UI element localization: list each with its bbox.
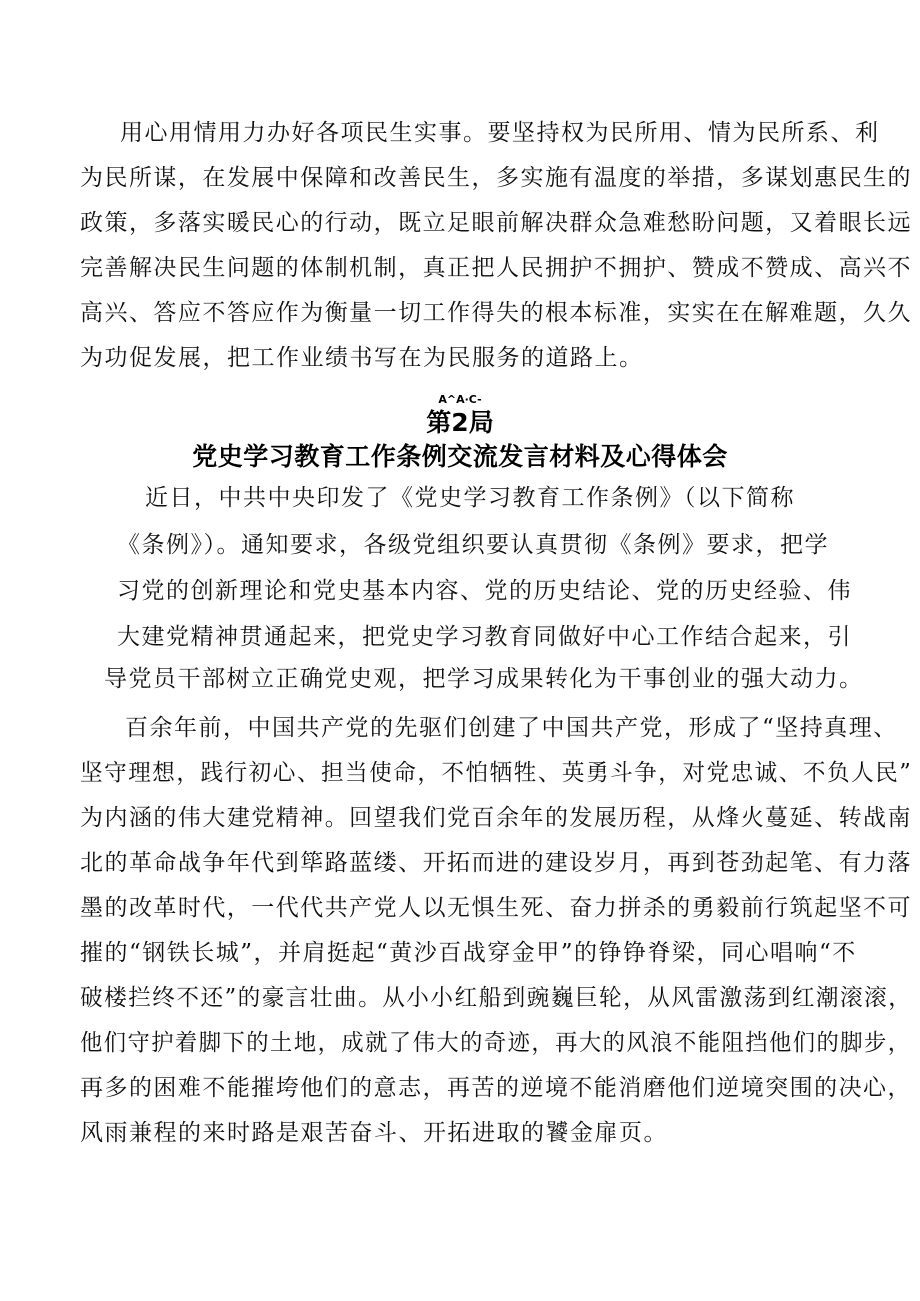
para2-line-5: 导党员干部树立正确党史观，把学习成果转化为干事创业的强大动力。 [104,666,864,692]
para3-line-8: 他们守护着脚下的土地，成就了伟大的奇迹，再大的风浪不能阻挡他们的脚步， [80,1030,912,1056]
para2-line-2: 《条例》）。通知要求，各级党组织要认真贯彻《条例》要求，把学 [117,532,829,558]
para3-line-4: 北的革命战争年代到筚路蓝缕、开拓而进的建设岁月，再到苍劲起笔、有力落 [80,850,913,876]
para1-line-2: 为民所谋，在发展中保障和改善民生，多实施有温度的举措，多谋划惠民生的 [80,165,913,191]
para2-line-4: 大建党精神贯通起来，把党史学习教育同做好中心工作结合起来，引 [117,624,852,650]
para3-line-6: 摧的“钢铁长城”，并肩挺起“黄沙百战穿金甲”的铮铮脊梁，同心唱响“不 [80,940,857,966]
para1-line-6: 为功促发展，把工作业绩书写在为民服务的道路上。 [80,345,644,371]
para3-line-7: 破楼拦终不还”的豪言壮曲。从小小红船到豌巍巨轮，从风雷激荡到红潮滚滚， [80,985,913,1011]
para2-line-1: 近日，中共中央印发了《党史学习教育工作条例》（以下简称 [145,485,795,511]
para2-line-3: 习党的创新理论和党史基本内容、党的历史结论、党的历史经验、伟 [117,578,852,604]
heading-mark: A^A·C- [438,393,482,406]
para3-line-5: 墨的改革时代，一代代共产党人以无惧生死、奋力拼杀的勇毅前行筑起坚不可 [80,895,913,921]
para3-line-2: 坚守理想，践行初心、担当使命，不怕牺牲、英勇斗争，对党忠诚、不负人民” [80,760,913,786]
para1-line-3: 政策，多落实暖民心的行动，既立足眼前解决群众急难愁盼问题，又着眼长远 [80,210,913,236]
para3-line-1: 百余年前，中国共产党的先驱们创建了中国共产党，形成了“坚持真理、 [125,715,898,741]
chapter-heading: 第2局 [426,408,494,437]
para1-line-5: 高兴、答应不答应作为衡量一切工作得失的根本标准，实实在在解难题，久久 [80,300,913,326]
document-title: 党史学习教育工作条例交流发言材料及心得体会 [192,442,728,471]
para3-line-3: 为内涵的伟大建党精神。回望我们党百余年的发展历程，从烽火蔓延、转战南 [80,805,913,831]
para3-line-9: 再多的困难不能摧垮他们的意志，再苦的逆境不能消磨他们逆境突围的决心， [80,1075,913,1101]
para3-line-10: 风雨兼程的来时路是艰苦奋斗、开拓进取的饕金扉页。 [80,1120,668,1146]
para1-line-1: 用心用情用力办好各项民生实事。要坚持权为民所用、情为民所系、利 [120,120,880,146]
para1-line-4: 完善解决民生问题的体制机制，真正把人民拥护不拥护、赞成不赞成、高兴不 [80,255,913,281]
